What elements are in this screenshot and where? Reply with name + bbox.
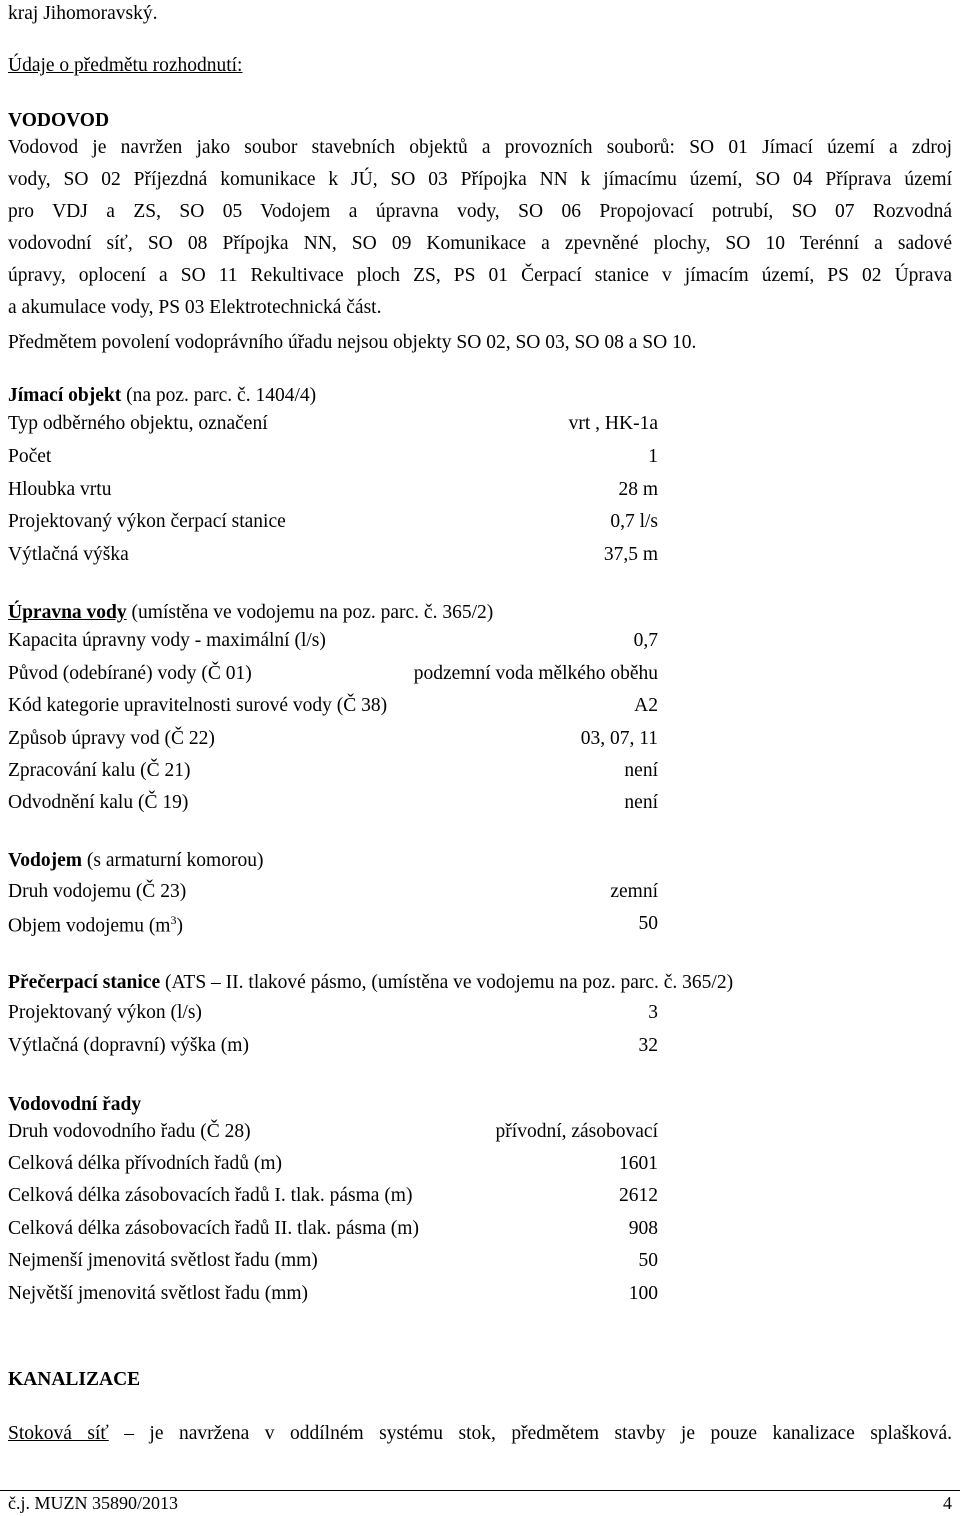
vodovod-intro	[8, 132, 952, 324]
intro-line: Vodovod je navržen jako soubor stavebních objektů a provozních souborů: SO 01 Jímací území a zdroj	[8, 137, 952, 158]
row-label: Kód kategorie upravitelnosti surové vody (Č 38)	[8, 695, 388, 716]
upravna-title-rest: (umístěna ve vodojemu na poz. parc. č. 365/2)	[126, 602, 494, 623]
table-row	[8, 1251, 658, 1275]
table-row	[8, 1219, 658, 1243]
jimaci-title	[8, 386, 316, 406]
upravna-title-bold: Úpravna vody	[8, 602, 127, 623]
row-value: 908	[628, 1218, 658, 1239]
row-value: 03, 07, 11	[580, 728, 658, 749]
table-row	[8, 447, 658, 471]
footer-ref: č.j. MUZN 35890/2013	[8, 1493, 178, 1513]
vodovod-title: VODOVOD	[8, 110, 110, 131]
row-value: 0,7 l/s	[610, 511, 658, 532]
stokova-sit-term: Stoková síť	[8, 1423, 109, 1444]
row-label: Odvodnění kalu (Č 19)	[8, 792, 189, 813]
row-value: 1601	[619, 1153, 658, 1174]
row-value: podzemní voda mělkého oběhu	[413, 663, 658, 684]
row-label: Hloubka vrtu	[8, 479, 112, 500]
table-row	[8, 793, 658, 817]
footer-divider	[0, 1490, 960, 1491]
row-label-pre: Objem vodojemu (m	[8, 915, 171, 937]
kanalizace-title: KANALIZACE	[8, 1369, 141, 1390]
table-row	[8, 729, 658, 753]
row-value: zemní	[610, 881, 658, 902]
precerpaci-title	[8, 973, 733, 993]
row-label: Typ odběrného objektu, označení	[8, 413, 268, 434]
row-label: Výtlačná (dopravní) výška (m)	[8, 1035, 249, 1056]
table-row	[8, 882, 658, 906]
row-label: Výtlačná výška	[8, 544, 129, 565]
intro-line: vody, SO 02 Příjezdná komunikace k JÚ, SO 03 Přípojka NN k jímacímu území, SO 04 Příprava území	[8, 169, 952, 190]
table-row	[8, 761, 658, 785]
intro-line: a akumulace vody, PS 03 Elektrotechnická část.	[8, 297, 382, 318]
row-value: 0,7	[633, 630, 658, 651]
row-value: přívodní, zásobovací	[495, 1121, 658, 1142]
row-label-sup: 3	[170, 913, 177, 927]
row-label: Druh vodovodního řadu (Č 28)	[8, 1121, 251, 1142]
vodojem-title	[8, 851, 263, 871]
row-value: 3	[648, 1002, 658, 1023]
table-row	[8, 545, 658, 569]
table-row	[8, 696, 658, 720]
row-label: Druh vodojemu (Č 23)	[8, 881, 187, 902]
rady-title: Vodovodní řady	[8, 1094, 142, 1115]
row-label: Největší jmenovitá světlost řadu (mm)	[8, 1283, 309, 1304]
table-row	[8, 1036, 658, 1060]
row-label: Projektovaný výkon (l/s)	[8, 1002, 202, 1023]
row-value: není	[624, 792, 658, 813]
kanalizace-rest: – je navržena v oddílném systému stok, předmětem stavby je pouze kanalizace splašková.	[108, 1423, 952, 1444]
row-value: 32	[638, 1035, 658, 1056]
kanalizace-line	[8, 1418, 952, 1450]
kanalizace-sentence	[8, 1418, 952, 1450]
row-label-post: )	[176, 915, 183, 937]
row-value: vrt , HK-1a	[568, 413, 658, 434]
precerpaci-title-rest: (ATS – II. tlakové pásmo, (umístěna ve vodojemu na poz. parc. č. 365/2)	[160, 972, 734, 993]
row-value: 1	[648, 446, 658, 467]
table-row	[8, 1003, 658, 1027]
page-number: 4	[943, 1493, 952, 1513]
row-label: Způsob úpravy vod (Č 22)	[8, 728, 215, 749]
row-value: 2612	[619, 1185, 658, 1206]
table-row	[8, 664, 658, 688]
row-value: A2	[634, 695, 658, 716]
row-value: 37,5 m	[603, 544, 658, 565]
table-row	[8, 1284, 658, 1308]
table-row	[8, 1186, 658, 1210]
row-label: Celková délka přívodních řadů (m)	[8, 1153, 282, 1174]
row-label: Původ (odebírané) vody (Č 01)	[8, 663, 252, 684]
row-label	[8, 914, 183, 936]
row-label: Nejmenší jmenovitá světlost řadu (mm)	[8, 1250, 318, 1271]
table-row	[8, 1154, 658, 1178]
row-label: Celková délka zásobovacích řadů I. tlak. pásma (m)	[8, 1185, 413, 1206]
precerpaci-title-bold: Přečerpací stanice	[8, 972, 161, 993]
row-value: 50	[638, 1250, 658, 1271]
vodojem-title-bold: Vodojem	[8, 850, 83, 871]
row-value: není	[624, 760, 658, 781]
table-row	[8, 914, 658, 938]
row-label: Celková délka zásobovacích řadů II. tlak. pásma (m)	[8, 1218, 419, 1239]
intro-line: úpravy, oplocení a SO 11 Rekultivace ploch ZS, PS 01 Čerpací stanice v jímacím území, PS 02 Úprava	[8, 265, 952, 286]
intro-line: vodovodní síť, SO 08 Přípojka NN, SO 09 Komunikace a zpevněné plochy, SO 10 Terénní a sadové	[8, 233, 952, 254]
jimaci-title-bold: Jímací objekt	[8, 385, 122, 406]
row-label: Projektovaný výkon čerpací stanice	[8, 511, 286, 532]
table-row	[8, 480, 658, 504]
jimaci-title-rest: (na poz. parc. č. 1404/4)	[121, 385, 317, 406]
top-text: kraj Jihomoravský.	[8, 3, 158, 24]
row-label: Počet	[8, 446, 52, 467]
row-value: 100	[628, 1283, 658, 1304]
table-row	[8, 414, 658, 438]
section-heading: Údaje o předmětu rozhodnutí:	[8, 55, 243, 76]
table-row	[8, 512, 658, 536]
vodojem-title-rest: (s armaturní komorou)	[82, 850, 264, 871]
upravna-title	[8, 603, 493, 623]
table-row	[8, 1122, 658, 1146]
intro-line: pro VDJ a ZS, SO 05 Vodojem a úpravna vody, SO 06 Propojovací potrubí, SO 07 Rozvodná	[8, 201, 952, 222]
row-value: 50	[638, 913, 658, 934]
row-label: Kapacita úpravny vody - maximální (l/s)	[8, 630, 326, 651]
permit-sentence: Předmětem povolení vodoprávního úřadu nejsou objekty SO 02, SO 03, SO 08 a SO 10.	[8, 332, 697, 353]
row-value: 28 m	[618, 479, 658, 500]
row-label: Zpracování kalu (Č 21)	[8, 760, 191, 781]
table-row	[8, 631, 658, 655]
